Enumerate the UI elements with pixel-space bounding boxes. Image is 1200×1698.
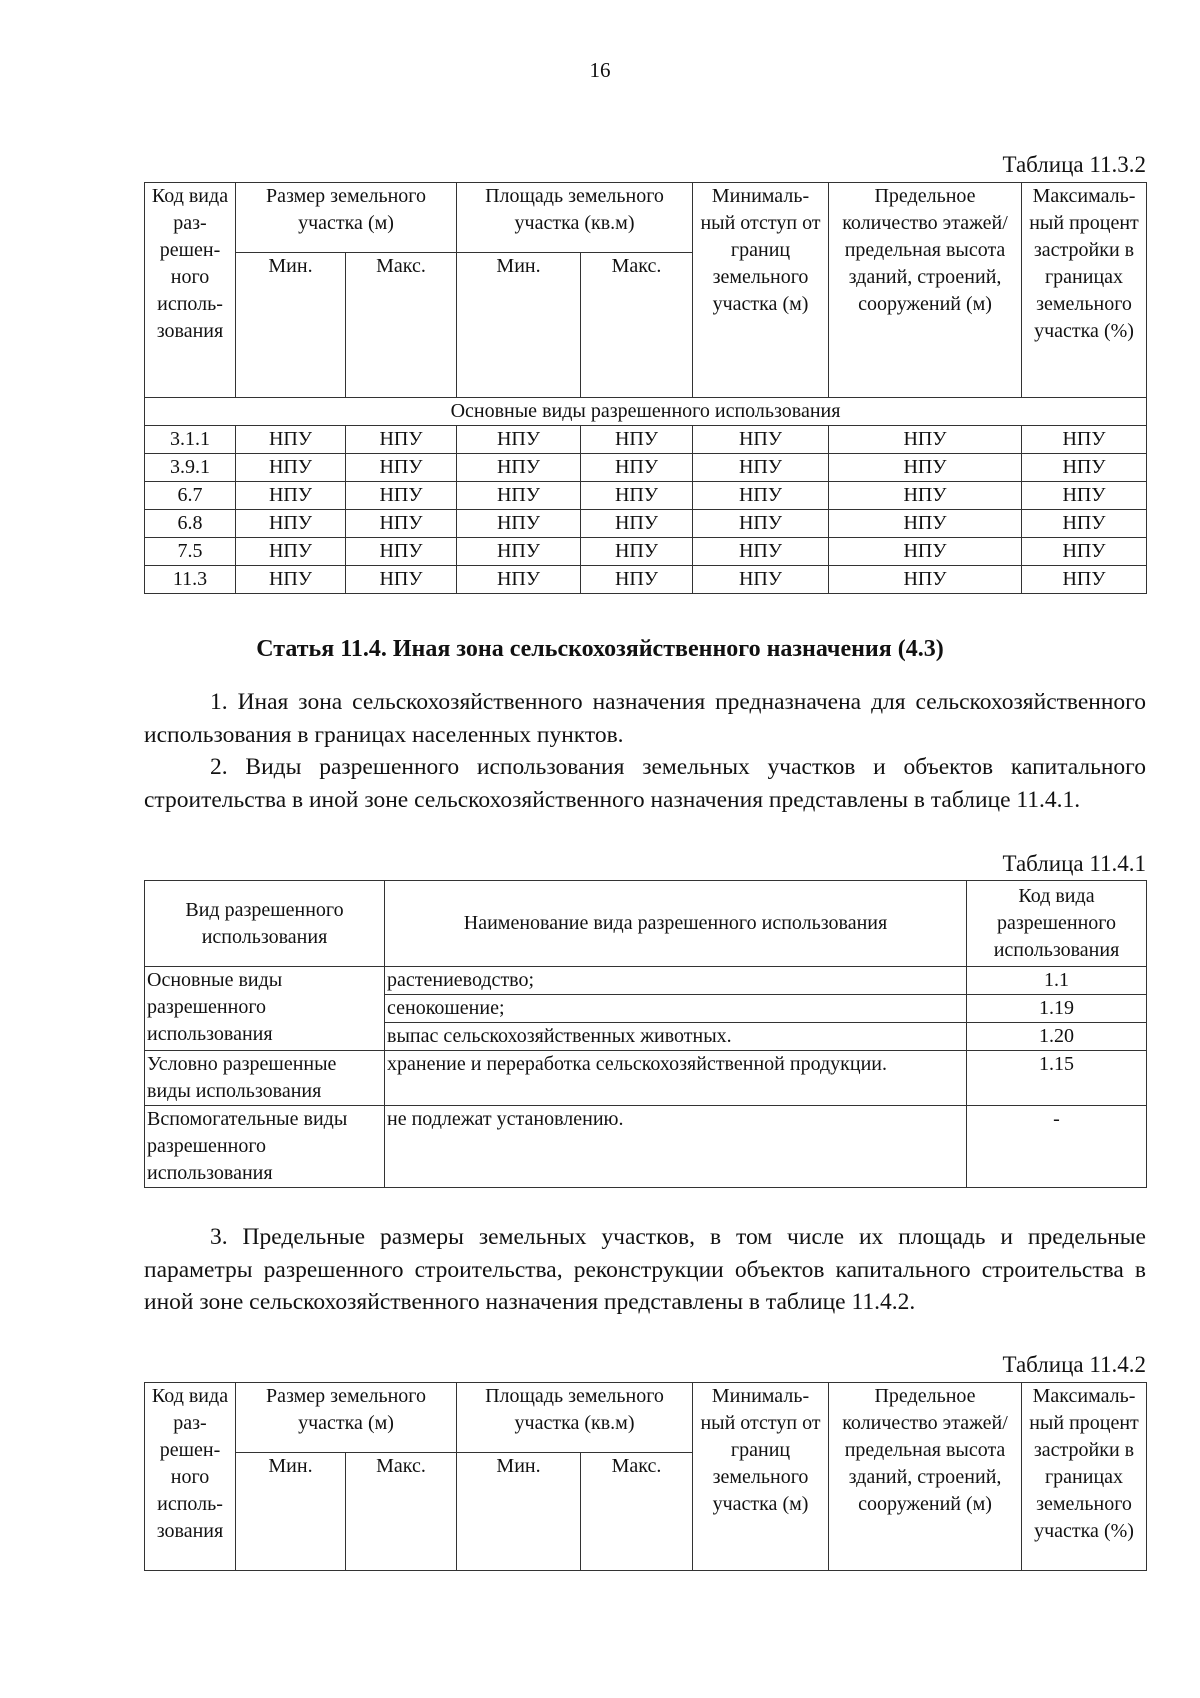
row-code: 3.1.1 (145, 426, 236, 454)
row-cell: НПУ (346, 454, 457, 482)
row-cell: НПУ (693, 426, 829, 454)
row-cell: НПУ (346, 426, 457, 454)
header-floors: Предельное количество этажей/ предельная высота зданий, строений, сооружений (м) (829, 1383, 1022, 1571)
row-cell: НПУ (457, 510, 581, 538)
row-cell: НПУ (1022, 538, 1147, 566)
row-code: 3.9.1 (145, 454, 236, 482)
row-cell: НПУ (693, 566, 829, 594)
header-code: Код вида разрешенного использования (967, 881, 1147, 967)
row-cell: НПУ (236, 538, 346, 566)
main-name: сенокошение; (385, 995, 967, 1023)
row-cell: НПУ (581, 538, 693, 566)
row-cell: НПУ (693, 454, 829, 482)
table-11-3-2 (144, 182, 1147, 594)
row-cell: НПУ (1022, 482, 1147, 510)
header-size-min: Мин. (236, 253, 346, 398)
main-name: растениеводство; (385, 967, 967, 995)
paragraph-1: 1. Иная зона сельскохозяйственного назначения предназначена для сельскохозяйственного использования в границах населенных пунктов. (144, 689, 1146, 748)
row-cell: НПУ (346, 538, 457, 566)
paragraph-3: 3. Предельные размеры земельных участков, в том числе их площадь и предельные параметры разрешенного строительства, реконструкции объектов капитального строительства в иной зоне сельскохозяйственного назначения представлены в таблице 11.4.2. (144, 1224, 1146, 1315)
table-11-3-2-caption: Таблица 11.3.2 (1002, 152, 1146, 177)
table-11-4-2 (144, 1382, 1147, 1571)
header-area-min: Мин. (457, 1453, 581, 1571)
row-cell: НПУ (346, 482, 457, 510)
header-code: Код вида раз-решен-ного исполь-зования (145, 1383, 236, 1571)
row-code: 11.3 (145, 566, 236, 594)
header-area: Площадь земельного участка (кв.м) (457, 1383, 693, 1453)
row-cell: НПУ (581, 426, 693, 454)
row-cell: НПУ (693, 538, 829, 566)
table-row (145, 566, 1147, 594)
row-cell: НПУ (829, 510, 1022, 538)
main-code: 1.19 (967, 995, 1147, 1023)
row-cell: НПУ (346, 566, 457, 594)
row-cell: НПУ (829, 454, 1022, 482)
header-percent: Максималь-ный процент застройки в границах земельного участка (%) (1022, 1383, 1147, 1571)
auxiliary-code: - (967, 1106, 1147, 1188)
conditional-name: хранение и переработка сельскохозяйственной продукции. (385, 1051, 967, 1106)
row-cell: НПУ (236, 426, 346, 454)
row-cell: НПУ (457, 538, 581, 566)
table-11-4-1 (144, 880, 1147, 1188)
row-cell: НПУ (1022, 566, 1147, 594)
header-area-min: Мин. (457, 253, 581, 398)
header-size-max: Макс. (346, 253, 457, 398)
header-size: Размер земельного участка (м) (236, 1383, 457, 1453)
header-area: Площадь земельного участка (кв.м) (457, 183, 693, 253)
article-heading: Статья 11.4. Иная зона сельскохозяйственного назначения (4.3) (256, 636, 944, 662)
table-11-4-2-caption: Таблица 11.4.2 (1002, 1352, 1146, 1377)
row-cell: НПУ (693, 482, 829, 510)
row-cell: НПУ (581, 454, 693, 482)
table-row (145, 482, 1147, 510)
row-code: 6.7 (145, 482, 236, 510)
conditional-label: Условно разрешенные виды использования (145, 1051, 385, 1106)
row-code: 6.8 (145, 510, 236, 538)
main-code: 1.1 (967, 967, 1147, 995)
row-cell: НПУ (236, 454, 346, 482)
paragraph-2: 2. Виды разрешенного использования земельных участков и объектов капитального строительства в иной зоне сельскохозяйственного назначения представлены в таблице 11.4.1. (144, 754, 1146, 813)
row-cell: НПУ (457, 482, 581, 510)
row-cell: НПУ (693, 510, 829, 538)
row-cell: НПУ (1022, 454, 1147, 482)
header-size-min: Мин. (236, 1453, 346, 1571)
table-11-4-1-caption: Таблица 11.4.1 (1002, 851, 1146, 876)
header-size-max: Макс. (346, 1453, 457, 1571)
row-cell: НПУ (581, 482, 693, 510)
row-cell: НПУ (236, 510, 346, 538)
row-cell: НПУ (829, 426, 1022, 454)
auxiliary-name: не подлежат установлению. (385, 1106, 967, 1188)
row-cell: НПУ (829, 566, 1022, 594)
table-row (145, 538, 1147, 566)
header-size: Размер земельного участка (м) (236, 183, 457, 253)
table-row (145, 426, 1147, 454)
section-label: Основные виды разрешенного использования (145, 398, 1147, 426)
row-cell: НПУ (1022, 426, 1147, 454)
header-name: Наименование вида разрешенного использования (385, 881, 967, 967)
row-cell: НПУ (829, 482, 1022, 510)
page-number: 16 (589, 58, 611, 82)
row-cell: НПУ (236, 482, 346, 510)
row-cell: НПУ (829, 538, 1022, 566)
row-cell: НПУ (457, 454, 581, 482)
header-percent: Максималь-ный процент застройки в границах земельного участка (%) (1022, 183, 1147, 398)
row-cell: НПУ (236, 566, 346, 594)
row-cell: НПУ (346, 510, 457, 538)
row-cell: НПУ (457, 566, 581, 594)
header-area-max: Макс. (581, 253, 693, 398)
row-cell: НПУ (457, 426, 581, 454)
row-cell: НПУ (581, 510, 693, 538)
auxiliary-label: Вспомогательные виды разрешенного использования (145, 1106, 385, 1188)
header-offset: Минималь-ный отступ от границ земельного участка (м) (693, 1383, 829, 1571)
header-code: Код вида раз-решен-ного исполь-зования (145, 183, 236, 398)
main-label: Основные виды разрешенного использования (145, 967, 385, 1051)
main-code: 1.20 (967, 1023, 1147, 1051)
header-kind: Вид разрешенного использования (145, 881, 385, 967)
header-area-max: Макс. (581, 1453, 693, 1571)
header-floors: Предельное количество этажей/ предельная высота зданий, строений, сооружений (м) (829, 183, 1022, 398)
header-offset: Минималь-ный отступ от границ земельного участка (м) (693, 183, 829, 398)
table-row (145, 454, 1147, 482)
row-cell: НПУ (1022, 510, 1147, 538)
table-row (145, 510, 1147, 538)
row-cell: НПУ (581, 566, 693, 594)
main-name: выпас сельскохозяйственных животных. (385, 1023, 967, 1051)
row-code: 7.5 (145, 538, 236, 566)
paragraph-block-2 (144, 1221, 1146, 1319)
paragraph-block-1 (144, 686, 1146, 816)
conditional-code: 1.15 (967, 1051, 1147, 1106)
